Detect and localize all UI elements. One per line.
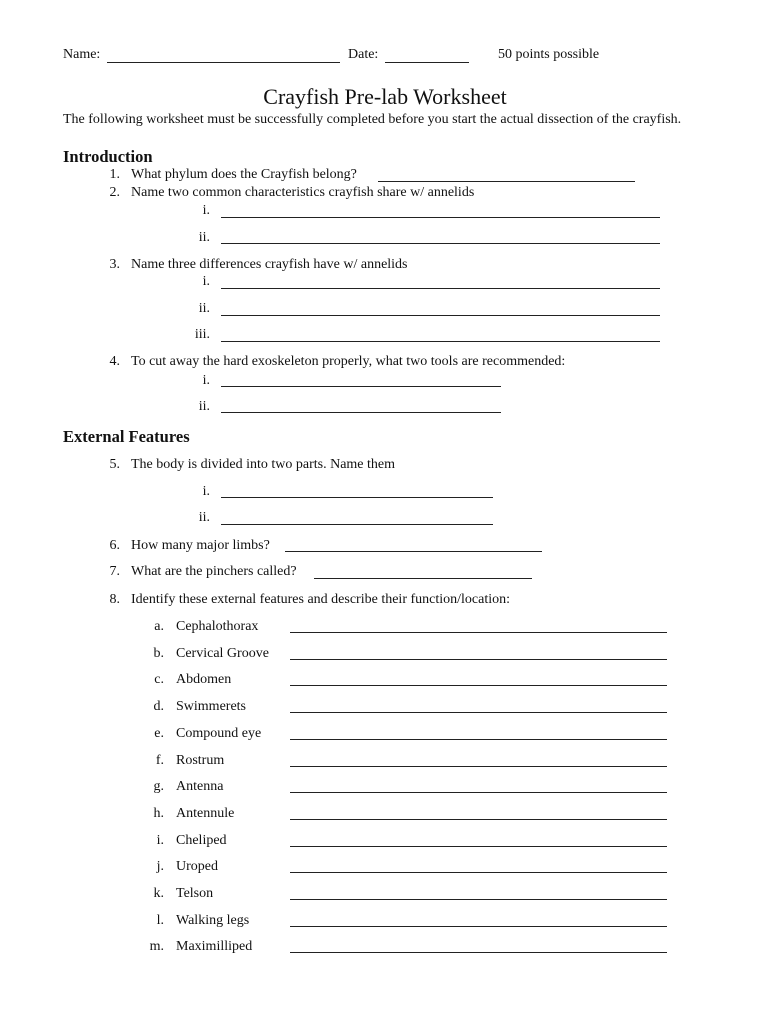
question-number: 5. bbox=[109, 457, 120, 472]
feature-name: Antennule bbox=[176, 806, 235, 821]
question-number: 6. bbox=[109, 538, 120, 553]
feature-letter: b. bbox=[153, 646, 164, 661]
feature-name: Compound eye bbox=[176, 726, 262, 741]
answer-blank-q7[interactable] bbox=[314, 578, 532, 579]
answer-blank-feature[interactable] bbox=[290, 766, 667, 767]
answer-blank-q1[interactable] bbox=[378, 181, 635, 182]
answer-blank-q5-i[interactable] bbox=[221, 497, 493, 498]
answer-blank-feature[interactable] bbox=[290, 872, 667, 873]
answer-blank-feature[interactable] bbox=[290, 899, 667, 900]
section-introduction: Introduction bbox=[63, 147, 153, 166]
roman-numeral: i. bbox=[202, 484, 210, 499]
answer-blank-feature[interactable] bbox=[290, 685, 667, 686]
feature-letter: e. bbox=[154, 726, 164, 741]
feature-letter: d. bbox=[153, 699, 164, 714]
answer-blank-feature[interactable] bbox=[290, 926, 667, 927]
feature-name: Cervical Groove bbox=[176, 646, 269, 661]
answer-blank-q4-i[interactable] bbox=[221, 386, 501, 387]
feature-name: Maximilliped bbox=[176, 939, 253, 954]
question-6-text: How many major limbs? bbox=[131, 538, 270, 553]
question-number: 7. bbox=[109, 564, 120, 579]
question-number: 3. bbox=[109, 257, 120, 272]
question-4-text: To cut away the hard exoskeleton properly, what two tools are recommended: bbox=[131, 354, 566, 369]
question-1-text: What phylum does the Crayfish belong? bbox=[131, 167, 357, 182]
answer-blank-feature[interactable] bbox=[290, 792, 667, 793]
roman-numeral: ii. bbox=[198, 230, 210, 245]
answer-blank-q4-ii[interactable] bbox=[221, 412, 501, 413]
feature-name: Cheliped bbox=[176, 833, 227, 848]
question-number: 2. bbox=[109, 185, 120, 200]
roman-numeral: ii. bbox=[198, 510, 210, 525]
feature-name: Uroped bbox=[176, 859, 218, 874]
question-2-text: Name two common characteristics crayfish share w/ annelids bbox=[131, 185, 475, 200]
question-number: 4. bbox=[109, 354, 120, 369]
name-blank[interactable] bbox=[107, 62, 340, 63]
roman-numeral: i. bbox=[202, 203, 210, 218]
roman-numeral: ii. bbox=[198, 399, 210, 414]
question-5-text: The body is divided into two parts. Name them bbox=[131, 457, 396, 472]
feature-name: Cephalothorax bbox=[176, 619, 259, 634]
answer-blank-q3-iii[interactable] bbox=[221, 341, 660, 342]
roman-numeral: iii. bbox=[194, 327, 210, 342]
question-number: 1. bbox=[109, 167, 120, 182]
feature-letter: m. bbox=[149, 939, 164, 954]
answer-blank-q3-ii[interactable] bbox=[221, 315, 660, 316]
question-8-text: Identify these external features and describe their function/location: bbox=[131, 592, 511, 607]
feature-letter: k. bbox=[153, 886, 164, 901]
question-7-text: What are the pinchers called? bbox=[131, 564, 297, 579]
feature-letter: i. bbox=[156, 833, 164, 848]
answer-blank-q2-i[interactable] bbox=[221, 217, 660, 218]
answer-blank-feature[interactable] bbox=[290, 846, 667, 847]
answer-blank-feature[interactable] bbox=[290, 659, 667, 660]
answer-blank-feature[interactable] bbox=[290, 632, 667, 633]
answer-blank-q6[interactable] bbox=[285, 551, 542, 552]
intro-paragraph: The following worksheet must be successfully completed before you start the actual dissection of the crayfish. bbox=[63, 112, 682, 127]
section-external-features: External Features bbox=[63, 427, 190, 446]
answer-blank-feature[interactable] bbox=[290, 819, 667, 820]
feature-letter: h. bbox=[153, 806, 164, 821]
feature-letter: c. bbox=[154, 672, 164, 687]
roman-numeral: i. bbox=[202, 373, 210, 388]
feature-name: Antenna bbox=[176, 779, 224, 794]
answer-blank-feature[interactable] bbox=[290, 952, 667, 953]
feature-letter: a. bbox=[154, 619, 164, 634]
date-blank[interactable] bbox=[385, 62, 469, 63]
feature-name: Abdomen bbox=[176, 672, 232, 687]
answer-blank-feature[interactable] bbox=[290, 712, 667, 713]
name-label: Name: bbox=[63, 47, 101, 62]
feature-letter: j. bbox=[156, 859, 164, 874]
points-possible: 50 points possible bbox=[498, 47, 600, 62]
page-title: Crayfish Pre-lab Worksheet bbox=[263, 84, 507, 109]
feature-name: Telson bbox=[176, 886, 214, 901]
feature-name: Swimmerets bbox=[176, 699, 246, 714]
answer-blank-q2-ii[interactable] bbox=[221, 243, 660, 244]
feature-letter: g. bbox=[153, 779, 164, 794]
feature-name: Rostrum bbox=[176, 753, 225, 768]
question-3-text: Name three differences crayfish have w/ annelids bbox=[131, 257, 408, 272]
answer-blank-feature[interactable] bbox=[290, 739, 667, 740]
date-label: Date: bbox=[348, 47, 379, 62]
roman-numeral: ii. bbox=[198, 301, 210, 316]
feature-name: Walking legs bbox=[176, 913, 250, 928]
roman-numeral: i. bbox=[202, 274, 210, 289]
answer-blank-q3-i[interactable] bbox=[221, 288, 660, 289]
question-number: 8. bbox=[109, 592, 120, 607]
feature-letter: l. bbox=[156, 913, 164, 928]
answer-blank-q5-ii[interactable] bbox=[221, 524, 493, 525]
feature-letter: f. bbox=[155, 753, 164, 768]
